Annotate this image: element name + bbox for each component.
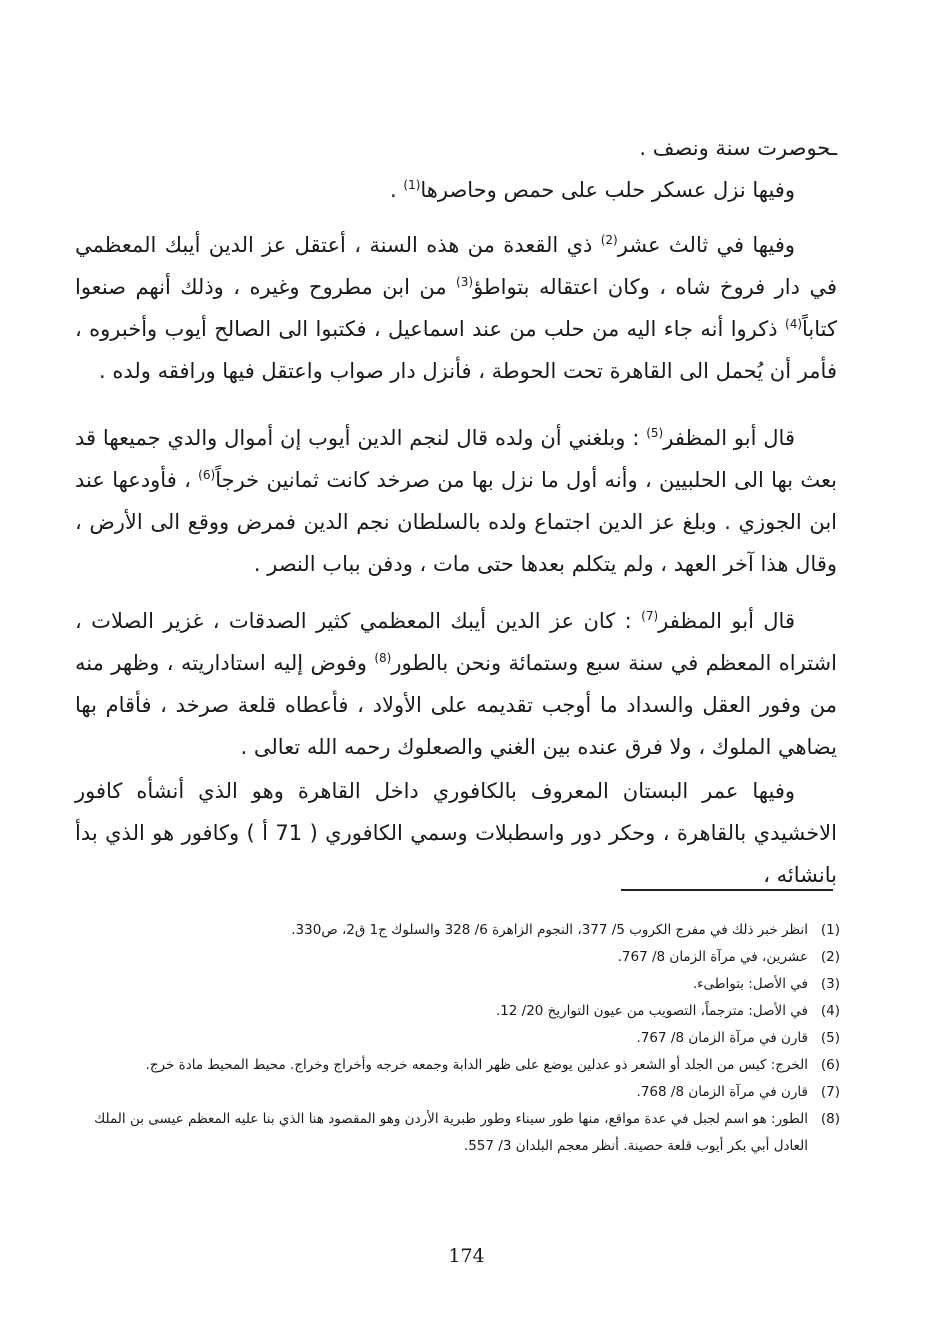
footnote-number: (4) [820, 1003, 840, 1019]
footnote-ref[interactable]: (6) [198, 468, 216, 482]
footnote-number: (2) [820, 949, 840, 965]
paragraph-text: : كان عز الدين أيبك المعظمي كثير الصدقات ، غزير الصلات ، اشتراه المعظم في سنة سبع وستمائة ونحن بالطور [75, 609, 837, 675]
footnote-item [75, 971, 840, 998]
footnote-item [75, 1052, 840, 1079]
paragraph-arrest-aybak [75, 224, 837, 392]
footnote-number: (1) [820, 922, 840, 938]
paragraph-text: ذكروا أنه جاء اليه من حلب من عند اسماعيل ، فكتبوا الى الصالح أيوب وأخبروه ، فأمر أن يُحمل الى القاهرة تحت الحوطة ، فأنزل دار صواب واعتقل فيها ورافقه ولده . [75, 317, 837, 383]
footnote-text: قارن في مرآة الزمان 8/ 767. [636, 1030, 808, 1046]
footnote-ref[interactable]: (7) [641, 609, 659, 623]
footnote-item [75, 917, 840, 944]
paragraph-text: ـحوصرت سنة ونصف . [639, 136, 837, 160]
footnote-item [75, 1025, 840, 1052]
paragraph-text: وفيها نزل عسكر حلب على حمص وحاصرها [420, 178, 795, 202]
paragraph-text: وفيها عمر البستان المعروف بالكافوري داخل القاهرة وهو الذي أنشأه كافور الاخشيدي بالقاهرة ، وحكر دور واسطبلات وسمي الكافوري ( 71 أ ) وكافور هو الذي بدأ بانشائه ، [75, 779, 837, 887]
footnote-text: قارن في مرآة الزمان 8/ 768. [636, 1084, 808, 1100]
footnote-ref[interactable]: (5) [646, 426, 664, 440]
footnote-number: (8) [820, 1111, 840, 1127]
paragraph-text: قال أبو المظفر [663, 426, 795, 450]
paragraph-text: وفيها في ثالث عشر [617, 233, 795, 257]
paragraph-text: قال أبو المظفر [658, 609, 795, 633]
footnote-ref[interactable]: (3) [456, 275, 474, 289]
footnote-text: الطور: هو اسم لجبل في عدة مواقع، منها طور سيناء وطور طبرية الأردن وهو المقصود هنا الذي بنا عليه المعظم عيسى بن الملك العادل أبي بكر أيوب قلعة حصينة. أنظر معجم البلدان 3/ 557. [94, 1111, 808, 1154]
footnote-text: الخرج: كيس من الجلد أو الشعر ذو عدلين يوضع على ظهر الدابة وجمعه خرجه وأخراج وخراج. محيط المحيط مادة خرج. [145, 1057, 808, 1073]
footnote-text: انظر خبر ذلك في مفرج الكروب 5/ 377، النجوم الزاهرة 6/ 328 والسلوك ج1 ق2، ص330. [291, 922, 808, 938]
page-number: 174 [448, 1245, 485, 1267]
footnote-text: في الأصل: مترجماً، التصويب من عيون التواريخ 20/ 12. [495, 1003, 808, 1019]
footnote-divider [621, 889, 833, 891]
paragraph-kafuri-garden [75, 770, 837, 896]
paragraph-siege-homs [75, 169, 837, 211]
footnote-number: (3) [820, 976, 840, 992]
footnote-item [75, 1106, 840, 1160]
footnote-number: (7) [820, 1084, 840, 1100]
footnote-number: (5) [820, 1030, 840, 1046]
footnote-text: عشرين، في مرآة الزمان 8/ 767. [617, 949, 808, 965]
footnote-ref[interactable]: (8) [374, 651, 392, 665]
footnote-text: في الأصل: بتواطىء. [692, 976, 808, 992]
footnote-item [75, 998, 840, 1025]
paragraph-abu-muzaffar-2 [75, 600, 837, 768]
paragraph-text: : وبلغني أن ولده قال لنجم الدين أيوب إن أموال والدي جميعها قد بعث بها الى الحلبيين ، وأنه أول ما نزل بها من صرخد كانت ثمانين خرجاً [75, 426, 837, 492]
paragraph-text: . [390, 178, 404, 202]
paragraph-text: ذي القعدة من هذه السنة ، أعتقل عز الدين أيبك المعظمي في دار فروخ شاه ، وكان اعتقاله بتواطؤ [75, 233, 837, 299]
paragraph-continuation [75, 127, 837, 169]
paragraph-abu-muzaffar-1 [75, 417, 837, 585]
footnotes-list [75, 917, 840, 1160]
footnote-item [75, 944, 840, 971]
paragraph-text: وفوض إليه استاداريته ، وظهر منه من وفور العقل والسداد ما أوجب تقديمه على الأولاد ، فأعطاه قلعة صرخد ، فأقام بها يضاهي الملوك ، ولا فرق عنده بين الغني والصعلوك رحمه الله تعالى . [75, 651, 837, 759]
paragraph-text: ، فأودعها عند ابن الجوزي . وبلغ عز الدين اجتماع ولده بالسلطان نجم الدين فمرض ووقع الى الأرض ، وقال هذا آخر العهد ، ولم يتكلم بعدها حتى مات ، ودفن بباب النصر . [75, 468, 837, 576]
footnote-ref[interactable]: (4) [785, 317, 803, 331]
paragraph-text: من ابن مطروح وغيره ، وذلك أنهم صنعوا كتاباً [75, 275, 837, 341]
footnote-ref[interactable]: (2) [600, 233, 618, 247]
footnote-number: (6) [820, 1057, 840, 1073]
footnote-ref[interactable]: (1) [403, 178, 421, 192]
footnote-item [75, 1079, 840, 1106]
